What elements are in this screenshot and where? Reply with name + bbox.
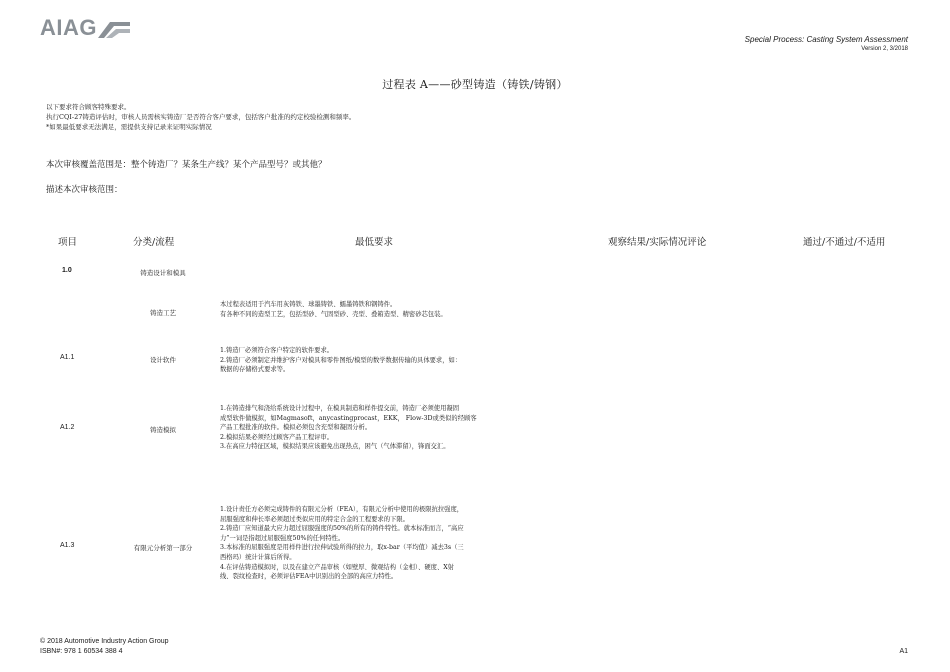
- page-title: 过程表 A——砂型铸造（铸铁/铸钢）: [382, 78, 568, 91]
- requirement-line: 1.铸造厂必须符合客户特定的软件要求。: [220, 347, 334, 354]
- requirement-line: 1.在铸造排气和浇给系统设计过程中，在模具制造和样件提交前，铸造厂必须使用凝固: [220, 405, 459, 412]
- document-name: Special Process: Casting System Assessment: [744, 35, 908, 44]
- requirement-line: 力”一词是指超过屈服强度50%的任何特性。: [220, 534, 345, 542]
- requirement-line: 1.设计责任方必须完成铸件的有限元分析（FEA），有限元分析中使用的极限抗拉强度，: [220, 506, 464, 513]
- row-id: A1.1: [60, 354, 75, 361]
- header-item: 项目: [58, 237, 78, 248]
- footer-isbn: ISBN#: 978 1 60534 388 4: [40, 648, 123, 655]
- scope-description-label: 描述本次审核范围：: [46, 185, 123, 195]
- scope-question: 本次审核覆盖范围是：整个铸造厂？某条生产线？某个产品型号？或其他？: [46, 160, 327, 170]
- row-requirement: [220, 505, 550, 582]
- requirement-line: 数据的存储格式要求等。: [220, 366, 290, 374]
- requirement-line: 西格玛）统计计算后所得。: [220, 553, 296, 561]
- row-id: A1.3: [60, 542, 75, 549]
- requirement-line: 屈服强度和伸长率必须超过类似应用的特定合金的工程要求的下限。: [220, 515, 409, 523]
- row-category: 铸造设计和模具: [140, 269, 186, 277]
- requirement-line: 有各种不同的造型工艺，包括型砂、气固型砂、壳型、叠箱造型、精密砂芯包装。: [220, 310, 447, 318]
- requirement-line: 3.在高应力特征区域，模拟结果应该避免出现热点，困气（气体滞留），锋面交汇。: [220, 443, 450, 451]
- row-requirement: [220, 404, 550, 452]
- page-number: A1: [899, 648, 908, 655]
- row-category: 铸造模拟: [150, 426, 176, 434]
- row-category: 铸造工艺: [150, 309, 176, 317]
- requirement-line: 线、裂纹检查时，必须评估FEA中识别出的全部的高应力特性。: [220, 573, 398, 581]
- header-result: 通过/不通过/不适用: [803, 237, 886, 248]
- requirement-line: 产品工程批准的软件。模拟必须包含充型和凝固分析。: [220, 424, 372, 432]
- footer-copyright: © 2018 Automotive Industry Action Group: [40, 638, 169, 645]
- intro-line: 以下要求符合顾客特殊要求。: [46, 103, 131, 111]
- intro-line: 执行CQI-27铸造评估时，审核人员需核实铸造厂是否符合客户要求，包括客户批准的约定校验检测和频率。: [46, 113, 356, 121]
- logo-swoosh-icon: [98, 20, 130, 38]
- row-requirement: [220, 300, 550, 319]
- requirement-line: 成型软件做模拟，如Magmasoft，anycastingprocast，EKK， Flow-3D或类似的经顾客: [220, 414, 477, 422]
- row-category: 设计软件: [150, 356, 176, 364]
- row-id: A1.2: [60, 424, 75, 431]
- header-requirement: 最低要求: [355, 237, 394, 248]
- document-version: Version 2, 3/2018: [861, 46, 908, 52]
- row-id: 1.0: [62, 267, 72, 274]
- requirement-line: 2.模拟结果必须经过顾客产品工程评审。: [220, 433, 334, 441]
- requirement-line: 4.在评估铸造模拟时，以及在建立产品审核（如壁厚、微观结构（金相）、硬度、X射: [220, 563, 455, 571]
- header-observation: 观察结果/实际情况评论: [608, 237, 707, 248]
- row-category: 有限元分析第一部分: [133, 544, 193, 552]
- requirement-line: 本过程表适用于汽车用灰铸铁、球墨铸铁、蠕墨铸铁和钢铸件。: [220, 301, 397, 308]
- header-category: 分类/流程: [133, 237, 175, 248]
- intro-line: *如果最低要求无法满足，需提供支持记录来证明实际情况: [46, 123, 212, 131]
- requirement-line: 2.铸造厂应知道最大应力超过屈服强度的50%的所有的铸件特性。就本标准而言，“高应: [220, 525, 464, 533]
- requirement-line: 2.铸造厂必须制定并维护客户对模具和零件图纸/模型的数学数据传输的具体要求，如：: [220, 356, 462, 364]
- row-requirement: [220, 346, 550, 375]
- requirement-line: 3.本标准的屈服强度是用样件进行拉伸试验所得的拉力，取x-bar（平均值）减去3s（三: [220, 544, 464, 552]
- logo-text: AIAG: [40, 15, 97, 40]
